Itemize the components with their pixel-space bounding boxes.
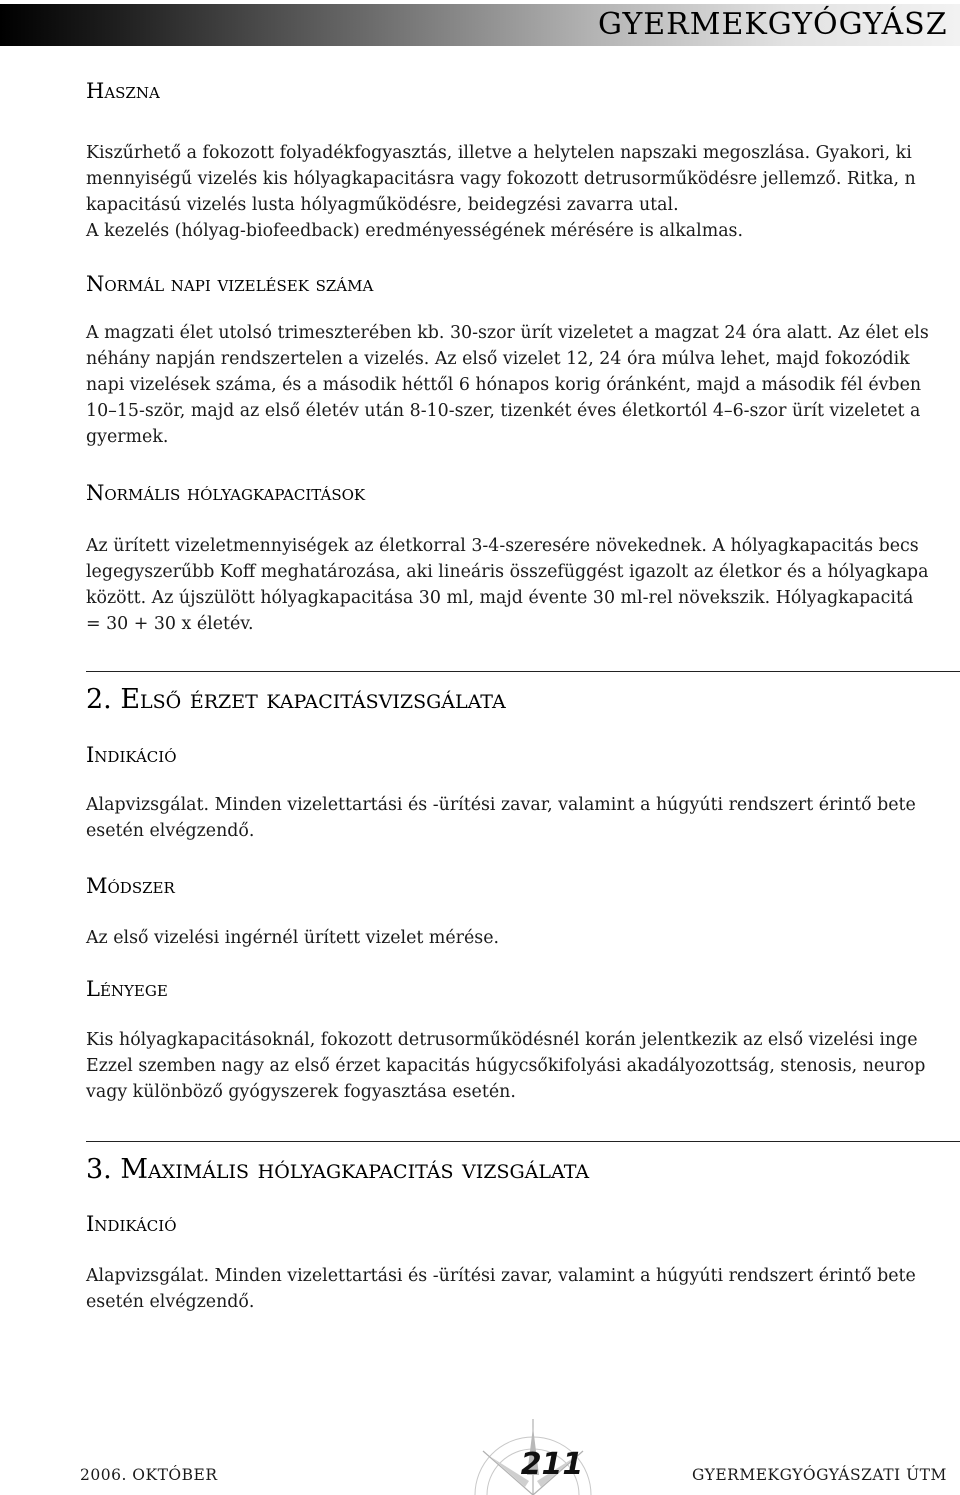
text-line: kapacitású vizelés lusta hólyagműködésre, beidegzési zavarra utal. [86, 195, 679, 215]
heading-indikacio: Indikáció [86, 743, 177, 767]
section-divider [86, 671, 960, 672]
text-line: között. Az újszülött hólyagkapacitása 30 ml, majd évente 30 ml-rel növekszik. Hólyagkapacitá [86, 588, 914, 608]
paragraph-indikacio [86, 1263, 916, 1315]
paragraph-modszer [86, 925, 499, 951]
heading-haszna: Haszna [86, 79, 160, 103]
text-line: A kezelés (hólyag-biofeedback) eredményességének mérésére is alkalmas. [86, 221, 744, 241]
text-line: Ezzel szemben nagy az első érzet kapacitás húgycsőkifolyási akadályozottság, stenosis, neurop [86, 1056, 926, 1076]
running-header-title: GYERMEKGYÓGYÁSZ [598, 7, 948, 42]
text-line: 10–15-ször, majd az első életév után 8-10-szer, tizenkét éves életkortól 4–6-szor ürít vizeletet a [86, 401, 921, 421]
heading-modszer: Módszer [86, 874, 175, 898]
text-line: A magzati élet utolsó trimeszterében kb. 30-szor ürít vizeletet a magzat 24 óra alatt. Az élet els [86, 323, 929, 343]
paragraph-lenyege [86, 1027, 925, 1105]
footer-date: 2006. OKTÓBER [80, 1466, 218, 1484]
text-line: vagy különböző gyógyszerek fogyasztása esetén. [86, 1082, 516, 1102]
text-line: Az első vizelési ingérnél ürített vizelet mérése. [86, 928, 500, 948]
text-line: mennyiségű vizelés kis hólyagkapacitásra vagy fokozott detrusorműködésre jellemző. Ritka, n [86, 169, 916, 189]
text-line: Alapvizsgálat. Minden vizelettartási és -ürítési zavar, valamint a húgyúti rendszert érintő bete [86, 795, 916, 815]
paragraph-indikacio [86, 792, 916, 844]
text-line: néhány napján rendszertelen a vizelés. Az első vizelet 12, 24 óra múlva lehet, majd fokozódik [86, 349, 910, 369]
text-line: napi vizelések száma, és a második héttől 6 hónapos korig óránként, majd a második fél évben [86, 375, 922, 395]
text-line: Alapvizsgálat. Minden vizelettartási és -ürítési zavar, valamint a húgyúti rendszert érintő bete [86, 1266, 916, 1286]
section-heading-2: 2. Első érzet kapacitásvizsgálata [86, 684, 506, 715]
heading-lenyege: Lényege [86, 977, 168, 1001]
text-line: gyermek. [86, 427, 169, 447]
text-line: Az ürített vizeletmennyiségek az életkorral 3-4-szeresére növekednek. A hólyagkapacitás becs [86, 536, 919, 556]
paragraph-normalis-holyagkapacitasok [86, 533, 928, 637]
text-line: Kis hólyagkapacitásoknál, fokozott detrusorműködésnél korán jelentkezik az első vizelési inge [86, 1030, 918, 1050]
paragraph-haszna [86, 140, 916, 244]
footer-publication-title: GYERMEKGYÓGYÁSZATI ÚTM [692, 1466, 947, 1484]
page-number: 211 [520, 1447, 584, 1482]
text-line: esetén elvégzendő. [86, 1292, 255, 1312]
text-line: esetén elvégzendő. [86, 821, 255, 841]
text-line: legegyszerűbb Koff meghatározása, aki lineáris összefüggést igazolt az életkor és a hólyagkapa [86, 562, 929, 582]
section-divider [86, 1141, 960, 1142]
text-line: Kiszűrhető a fokozott folyadékfogyasztás, illetve a helytelen napszaki megoszlása. Gyakori, ki [86, 143, 912, 163]
section-heading-3: 3. Maximális hólyagkapacitás vizsgálata [86, 1154, 590, 1185]
text-line: = 30 + 30 x életév. [86, 614, 254, 634]
heading-indikacio: Indikáció [86, 1212, 177, 1236]
paragraph-normal-napi-vizelesek [86, 320, 929, 450]
heading-normal-napi-vizelesek: Normál napi vizelések száma [86, 272, 374, 296]
heading-normalis-holyagkapacitasok: Normális hólyagkapacitások [86, 481, 366, 505]
header-gradient-bar [0, 4, 960, 46]
